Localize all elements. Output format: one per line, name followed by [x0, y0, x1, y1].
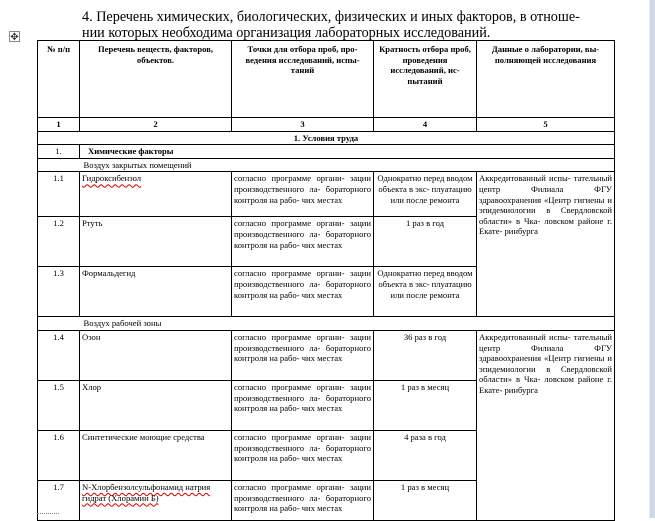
row-frequency: Однократно перед вводом объекта в экс- плуатацию или после ремонта	[374, 267, 477, 317]
row-frequency: 4 раза в год	[374, 430, 477, 480]
row-frequency: 1 раз в месяц	[374, 480, 477, 520]
col-number: 2	[80, 118, 232, 132]
row-frequency: Однократно перед вводом объекта в экс- плуатацию или после ремонта	[374, 172, 477, 217]
col-header-frequency: Кратность отбора проб, проведения исследований, ис- пытаний	[374, 41, 477, 118]
row-frequency: 36 раз в год	[374, 330, 477, 380]
group-number: 1.	[38, 145, 80, 159]
subgroup-row	[38, 158, 615, 172]
page-bottom-marker	[37, 513, 59, 517]
subgroup-title: Воздух закрытых помещений	[80, 158, 615, 172]
row-substance	[80, 172, 232, 217]
heading-line-1: 4. Перечень химических, биологических, физических и иных факторов, в отноше-	[82, 9, 580, 25]
subgroup-title: Воздух рабочей зоны	[80, 317, 615, 331]
row-number: 1.4	[38, 330, 80, 380]
row-points: согласно программе органи- зации производственного ла- бораторного контроля на рабо- чих местах	[232, 380, 374, 430]
row-number: 1.5	[38, 380, 80, 430]
substance-name: N-Хлорбензолсульфонамид натрия гидрат (Хлорамин Б)	[82, 481, 211, 503]
row-substance: Озон	[80, 330, 232, 380]
row-points: согласно программе органи- зации производственного ла- бораторного контроля на рабо- чих местах	[232, 267, 374, 317]
col-number: 3	[232, 118, 374, 132]
row-frequency: 1 раз в месяц	[374, 380, 477, 430]
row-number: 1.2	[38, 217, 80, 267]
row-points: согласно программе органи- зации производственного ла- бораторного контроля на рабо- чих местах	[232, 480, 374, 520]
column-number-row	[38, 118, 615, 132]
group-row	[38, 145, 615, 159]
col-header-points: Точки для отбора проб, про- ведения исследований, испы- таний	[232, 41, 374, 118]
move-arrows-icon[interactable]: ✥	[10, 32, 19, 43]
row-points: согласно программе органи- зации производственного ла- бораторного контроля на рабо- чих местах	[232, 172, 374, 217]
row-number: 1.1	[38, 172, 80, 217]
table-row	[38, 330, 615, 380]
section-title: 1. Условия труда	[38, 131, 615, 145]
group-title: Химические факторы	[80, 145, 615, 159]
row-substance: Ртуть	[80, 217, 232, 267]
row-points: согласно программе органи- зации производственного ла- бораторного контроля на рабо- чих местах	[232, 430, 374, 480]
row-points: согласно программе органи- зации производственного ла- бораторного контроля на рабо- чих местах	[232, 217, 374, 267]
row-substance	[80, 480, 232, 520]
section-row	[38, 131, 615, 145]
subgroup-spacer	[38, 158, 80, 172]
row-lab: Аккредитованный испы- тательный центр Филиала ФГУ здравоохранения «Центр гигиены и эпидемиологии в Свердловской области» в Чка- ловском районе г. Екате- ринбурга	[477, 172, 615, 317]
col-header-substance: Перечень веществ, факторов, объектов.	[80, 41, 232, 118]
heading-line-2: нии которых необходима организация лабораторных исследований.	[82, 25, 491, 41]
row-number: 1.7	[38, 480, 80, 520]
row-substance: Синтетические моющие средства	[80, 430, 232, 480]
subgroup-row	[38, 317, 615, 331]
substance-name: Гидроксибензол	[82, 173, 142, 184]
table-row	[38, 172, 615, 217]
col-number: 1	[38, 118, 80, 132]
row-number: 1.6	[38, 430, 80, 480]
section-heading	[82, 9, 602, 41]
table-header-row	[38, 41, 615, 118]
col-header-num: № п/п	[38, 41, 80, 118]
row-number: 1.3	[38, 267, 80, 317]
row-substance: Хлор	[80, 380, 232, 430]
subgroup-spacer	[38, 317, 80, 331]
row-lab: Аккредитованный испы- тательный центр Филиала ФГУ здравоохранения «Центр гигиены и эпидемиологии в Свердловской области» в Чка- ловском районе г. Екате- ринбурга	[477, 330, 615, 520]
col-header-lab: Данные о лаборатории, вы- полняющей исследования	[477, 41, 615, 118]
col-number: 5	[477, 118, 615, 132]
window-scrollbar[interactable]	[650, 0, 655, 518]
row-substance: Формальдегид	[80, 267, 232, 317]
col-number: 4	[374, 118, 477, 132]
row-points: согласно программе органи- зации производственного ла- бораторного контроля на рабо- чих местах	[232, 330, 374, 380]
lab-factors-table	[37, 40, 615, 521]
row-frequency: 1 раз в год	[374, 217, 477, 267]
